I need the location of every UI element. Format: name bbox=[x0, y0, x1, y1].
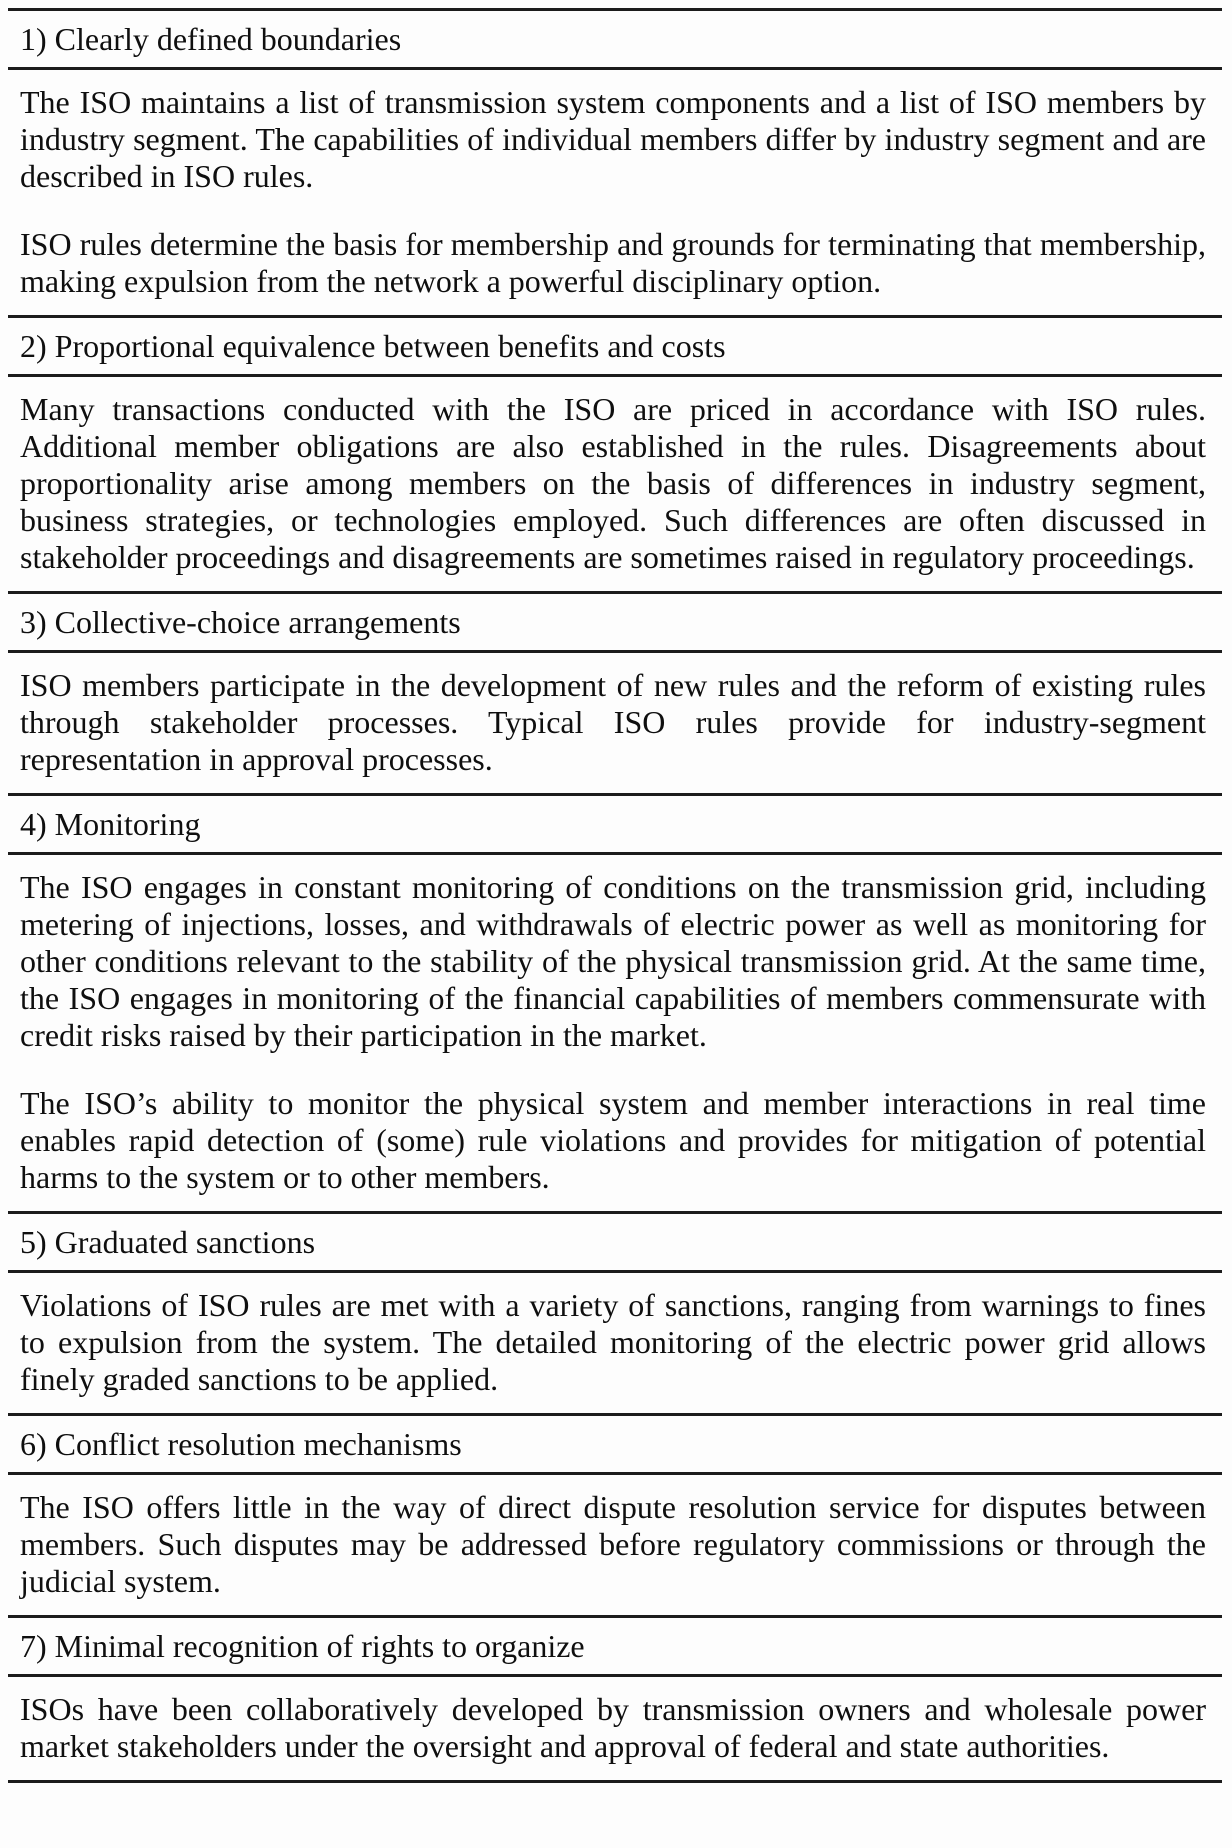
section-body bbox=[8, 1677, 1222, 1783]
design-principles-table bbox=[8, 8, 1222, 1783]
table-section-4 bbox=[8, 796, 1222, 1214]
section-paragraph: The ISO maintains a list of transmission system components and a list of ISO members by industry segment. The capabilities of individual members differ by industry segment and are described in ISO rules. bbox=[20, 84, 1206, 194]
section-header: 5) Graduated sanctions bbox=[8, 1214, 1222, 1273]
section-paragraph: Many transactions conducted with the ISO are priced in accordance with ISO rules. Additional member obligations are also established in the rules. Disagreements about proportionality arise among members on the basis of differences in industry segment, business strategies, or technologies employed. Such differences are often discussed in stakeholder proceedings and disagreements are sometimes raised in regulatory proceedings. bbox=[20, 391, 1206, 575]
section-header: 7) Minimal recognition of rights to organize bbox=[8, 1618, 1222, 1677]
table-section-3 bbox=[8, 594, 1222, 796]
section-body bbox=[8, 855, 1222, 1214]
section-header: 2) Proportional equivalence between benefits and costs bbox=[8, 318, 1222, 377]
table-section-7 bbox=[8, 1618, 1222, 1783]
section-body bbox=[8, 1475, 1222, 1618]
table-section-1 bbox=[8, 11, 1222, 318]
section-body bbox=[8, 70, 1222, 318]
table-section-6 bbox=[8, 1416, 1222, 1618]
section-paragraph: The ISO engages in constant monitoring of conditions on the transmission grid, including metering of injections, losses, and withdrawals of electric power as well as monitoring for other conditions relevant to the stability of the physical transmission grid. At the same time, the ISO engages in monitoring of the financial capabilities of members commensurate with credit risks raised by their participation in the market. bbox=[20, 869, 1206, 1053]
table-section-2 bbox=[8, 318, 1222, 594]
section-body bbox=[8, 653, 1222, 796]
section-paragraph: The ISO’s ability to monitor the physical system and member interactions in real time enables rapid detection of (some) rule violations and provides for mitigation of potential harms to the system or to other members. bbox=[20, 1085, 1206, 1195]
table-section-5 bbox=[8, 1214, 1222, 1416]
section-paragraph: The ISO offers little in the way of direct dispute resolution service for disputes between members. Such disputes may be addressed before regulatory commissions or through the judicial system. bbox=[20, 1489, 1206, 1599]
section-paragraph: ISOs have been collaboratively developed by transmission owners and wholesale power market stakeholders under the oversight and approval of federal and state authorities. bbox=[20, 1691, 1206, 1764]
section-paragraph: ISO rules determine the basis for membership and grounds for terminating that membership, making expulsion from the network a powerful disciplinary option. bbox=[20, 226, 1206, 299]
section-header: 1) Clearly defined boundaries bbox=[8, 11, 1222, 70]
section-header: 3) Collective-choice arrangements bbox=[8, 594, 1222, 653]
section-paragraph: ISO members participate in the development of new rules and the reform of existing rules through stakeholder processes. Typical ISO rules provide for industry-segment representation in approval processes. bbox=[20, 667, 1206, 777]
section-paragraph: Violations of ISO rules are met with a variety of sanctions, ranging from warnings to fines to expulsion from the system. The detailed monitoring of the electric power grid allows finely graded sanctions to be applied. bbox=[20, 1287, 1206, 1397]
section-header: 4) Monitoring bbox=[8, 796, 1222, 855]
section-header: 6) Conflict resolution mechanisms bbox=[8, 1416, 1222, 1475]
section-body bbox=[8, 1273, 1222, 1416]
section-body bbox=[8, 377, 1222, 594]
